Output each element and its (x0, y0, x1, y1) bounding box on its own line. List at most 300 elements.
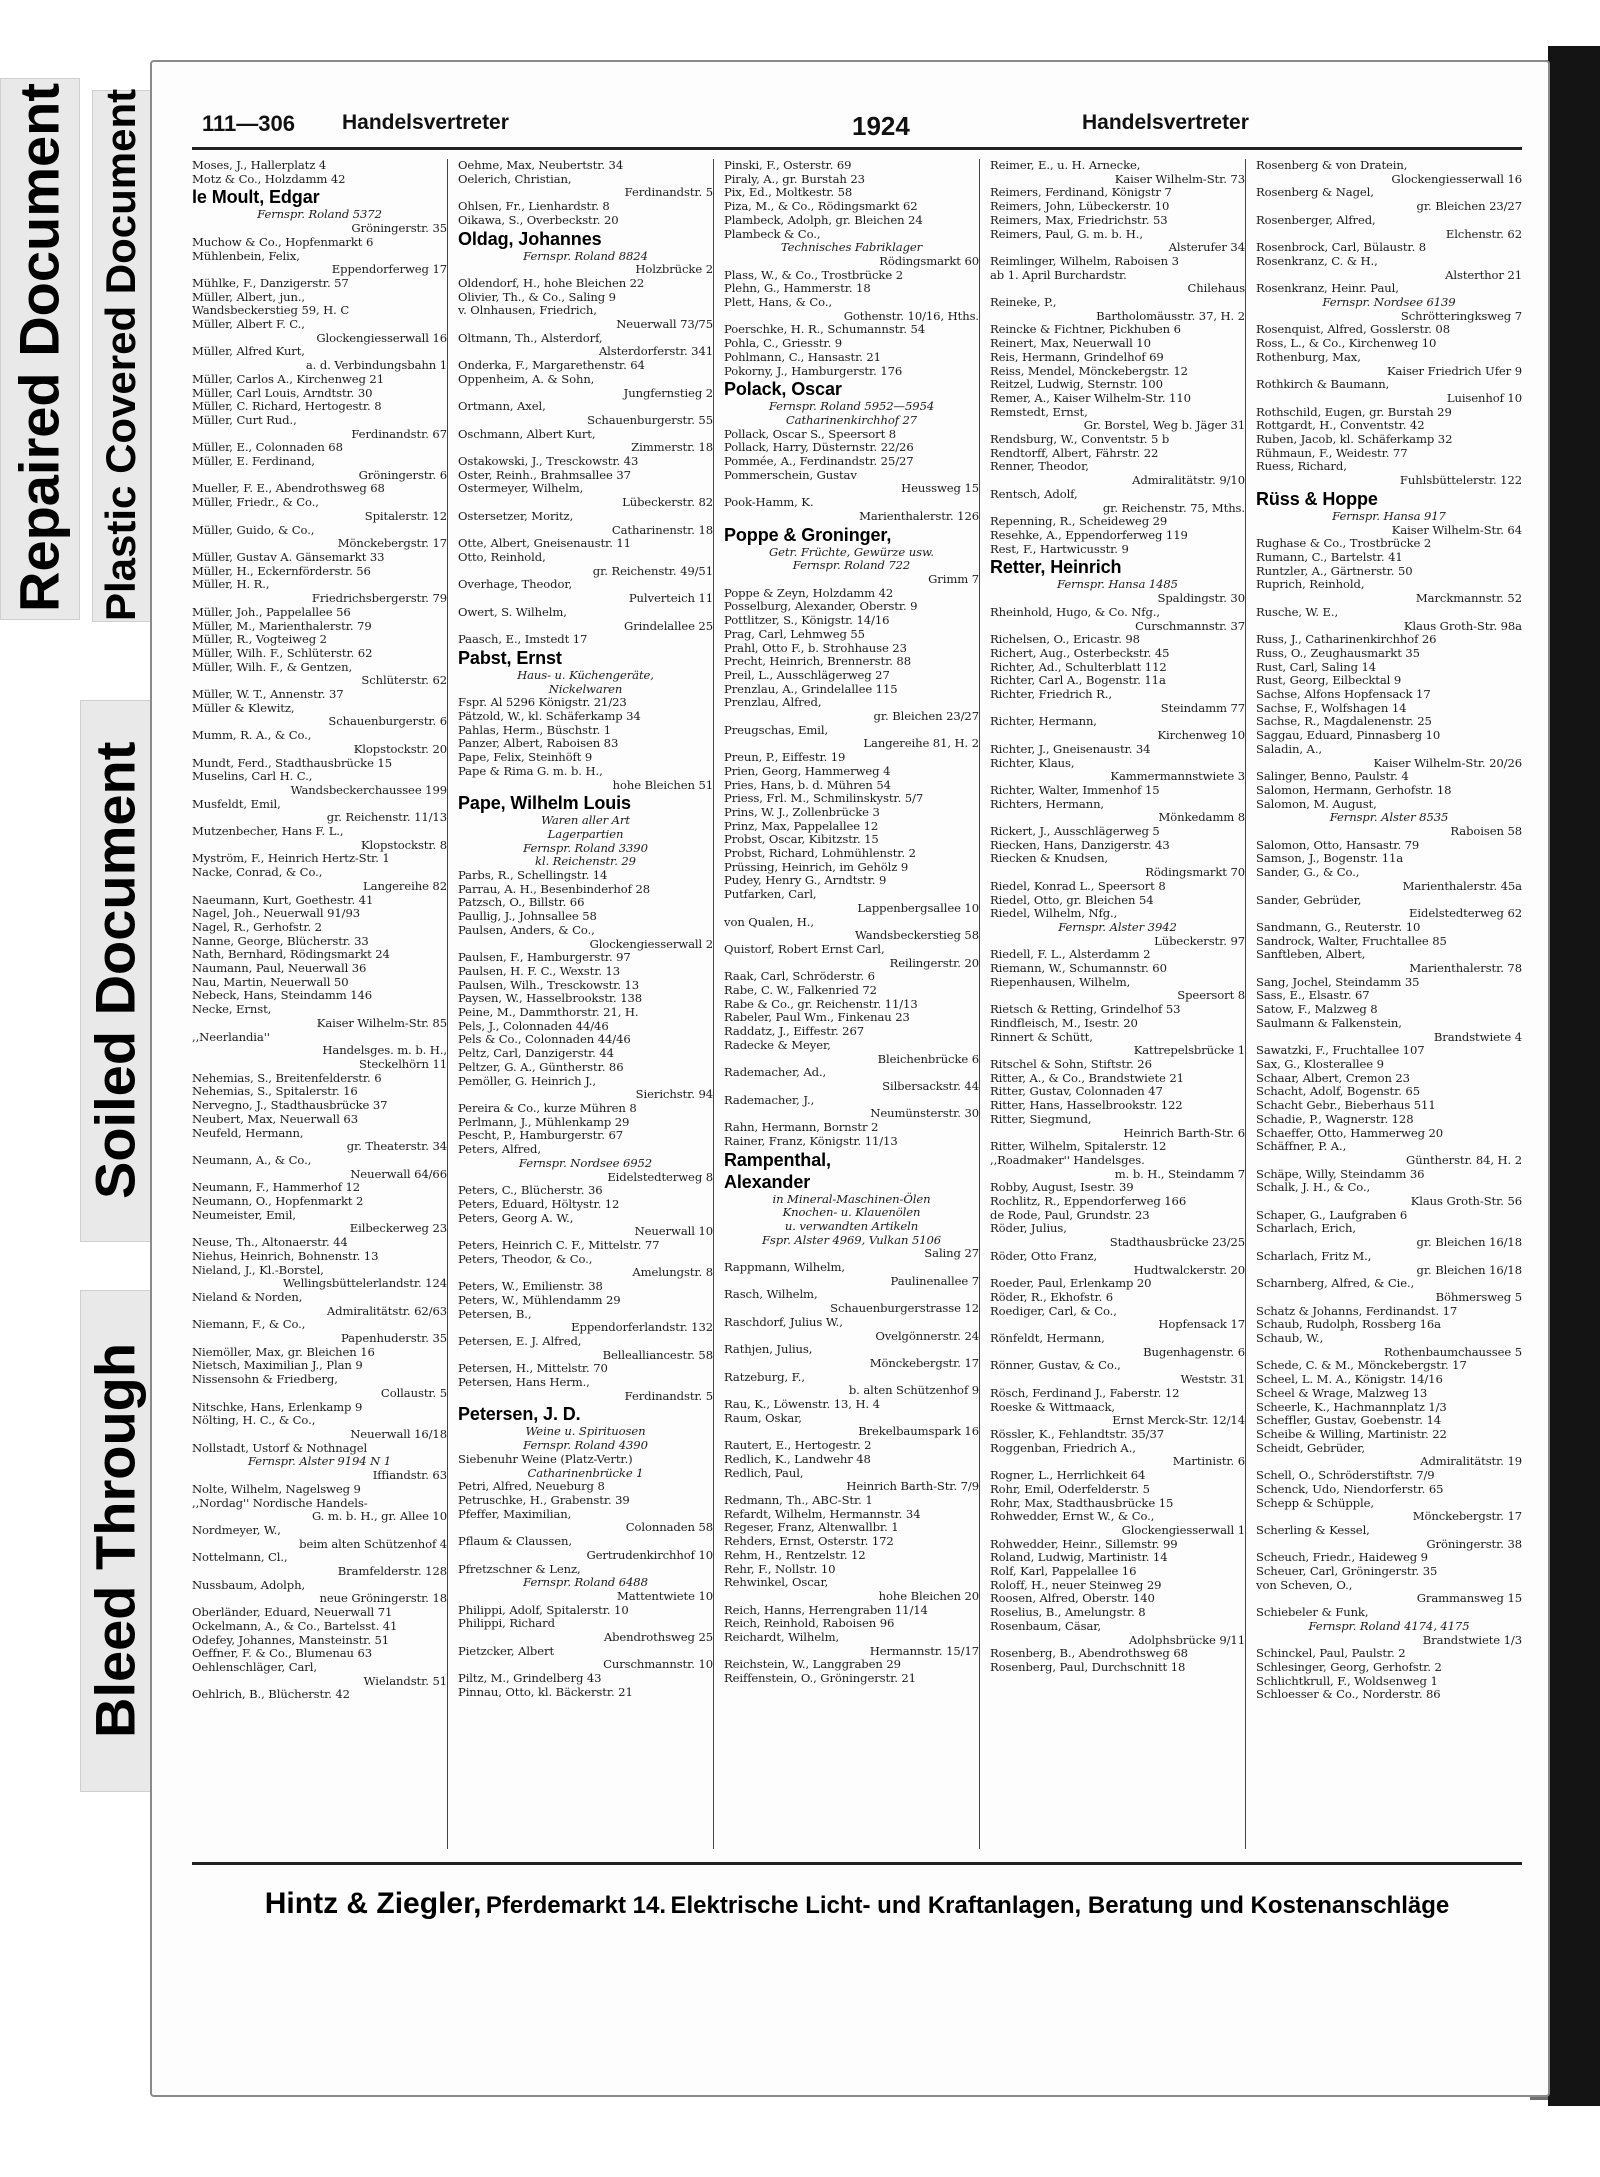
directory-entry-address: Ferdinandstr. 5 (624, 1388, 713, 1403)
directory-entry-note: Fernspr. Roland 5952—5954 (768, 399, 935, 414)
label-bleed-through: Bleed Through (83, 1342, 147, 1738)
directory-entry: Pudey, Henry G., Arndtstr. 9 (724, 873, 887, 888)
advert-rule (192, 1862, 1522, 1865)
directory-entry: Scheel, L. M. A., Königstr. 14/16 (1256, 1372, 1443, 1387)
directory-entry: Rest, F., Hartwicusstr. 9 (990, 541, 1129, 556)
section-title-right: Handelsvertreter (1082, 111, 1249, 134)
directory-entry: Rothenburg, Max, (1256, 349, 1361, 364)
directory-entry: Reich, Reinhold, Raboisen 96 (724, 1616, 895, 1631)
directory-entry-address: Lübeckerstr. 82 (622, 495, 713, 510)
directory-entry-address: Elchenstr. 62 (1445, 226, 1522, 241)
directory-entry: Ortmann, Axel, (458, 399, 546, 414)
directory-entry: Salomon, Otto, Hansastr. 79 (1256, 837, 1420, 852)
directory-entry-address: Amelungstr. 8 (632, 1265, 713, 1280)
directory-entry: Reich, Hanns, Herrengraben 11/14 (724, 1602, 928, 1617)
directory-entry-address: Saling 27 (924, 1246, 979, 1261)
directory-entry-address: Steckelhörn 11 (358, 1057, 447, 1071)
directory-entry: Richter, Ad., Schulterblatt 112 (990, 659, 1167, 674)
directory-entry: Rheinhold, Hugo, & Co. Nfg., (990, 604, 1160, 619)
directory-entry: Pohlmann, C., Hansastr. 21 (724, 349, 881, 364)
directory-entry: Rickert, J., Ausschlägerweg 5 (990, 824, 1160, 839)
directory-entry-note: Fernspr. Roland 3390 (523, 840, 648, 855)
directory-entry: Pinski, F., Osterstr. 69 (724, 159, 852, 172)
directory-entry: Fspr. Al 5296 Königstr. 21/23 (458, 695, 627, 710)
advert-company: Hintz & Ziegler, (264, 1887, 482, 1920)
directory-entry-address: gr. Reichenstr. 49/51 (592, 563, 713, 578)
directory-entry: Nau, Martin, Neuerwall 50 (192, 974, 349, 989)
directory-entry: Rust, Georg, Eilbecktal 9 (1256, 673, 1402, 688)
directory-entry: Pemöller, G. Heinrich J., (458, 1073, 596, 1088)
directory-entry-address: Böhmersweg 5 (1435, 1289, 1522, 1304)
directory-entry-address: Stadthausbrücke 23/25 (1109, 1235, 1245, 1250)
directory-entry: Rademacher, J., (724, 1092, 815, 1107)
directory-entry: Petersen, B., (458, 1306, 532, 1321)
directory-entry: Pollack, Oscar S., Speersort 8 (724, 426, 897, 441)
directory-entry: von Qualen, H., (724, 914, 814, 929)
label-soiled-document: Soiled Document (83, 741, 147, 1199)
directory-entry: Nieland, J., Kl.-Borstel, (192, 1262, 324, 1277)
directory-entry-note: Haus- u. Küchengeräte, (517, 667, 654, 682)
directory-entry: Sandmann, G., Reuterstr. 10 (1256, 919, 1421, 934)
directory-entry: Müller, Carlos A., Kirchenweg 21 (192, 371, 384, 386)
directory-entry: Schacht Gebr., Bieberhaus 511 (1256, 1098, 1436, 1113)
directory-entry: Müller, Guido, & Co., (192, 522, 315, 537)
directory-entry-address: Iffiandstr. 63 (372, 1468, 447, 1483)
directory-entry-address: Gertrudenkirchhof 10 (586, 1547, 713, 1562)
directory-entry: Riemann, W., Schumannstr. 60 (990, 961, 1167, 976)
directory-entry-address: Langereihe 81, H. 2 (863, 736, 979, 751)
directory-entry: Poerschke, H. R., Schumannstr. 54 (724, 322, 926, 337)
directory-entry-address: Admiralitätstr. 9/10 (1132, 473, 1245, 488)
directory-entry: Ruben, Jacob, kl. Schäferkamp 32 (1256, 432, 1453, 447)
directory-entry-heading: Poppe & Groninger, (724, 524, 892, 545)
directory-entry: Müller, Carl Louis, Arndtstr. 30 (192, 385, 373, 400)
directory-entry: Sawatzki, F., Fruchtallee 107 (1256, 1043, 1425, 1058)
directory-entry-address: Schauenburgerstr. 6 (328, 714, 447, 729)
directory-entry-heading: Rüss & Hoppe (1256, 488, 1378, 509)
directory-entry: Ritter, Siegmund, (990, 1111, 1092, 1126)
directory-entry: Pfeffer, Maximilian, (458, 1506, 572, 1521)
directory-entry-address: Eidelstedterweg 62 (1409, 906, 1522, 921)
directory-entry: Reimers, John, Lübeckerstr. 10 (990, 199, 1170, 214)
directory-entry-address: a. d. Verbindungsbahn 1 (305, 358, 447, 373)
directory-entry: Müller, Alfred Kurt, (192, 344, 305, 359)
label-repaired-document: Repaired Document (7, 83, 71, 613)
directory-entry-address: Klaus Groth-Str. 98a (1403, 618, 1522, 633)
directory-entry: Röder, R., Ekhofstr. 6 (990, 1289, 1114, 1304)
directory-entry: Oster, Reinh., Brahmsallee 37 (458, 467, 631, 482)
directory-entry: Pinnau, Otto, kl. Bäckerstr. 21 (458, 1684, 633, 1699)
directory-entry: Radecke & Meyer, (724, 1037, 831, 1052)
directory-entry: ,,Roadmaker'' Handelsges. (990, 1152, 1145, 1167)
directory-entry: Oltmann, Th., Alsterdorf, (458, 330, 603, 345)
directory-entry: Pescht, P., Hamburgerstr. 67 (458, 1128, 624, 1143)
directory-entry-note: Fernspr. Roland 722 (792, 558, 911, 573)
directory-entry-address: Brandstwiete 1/3 (1422, 1632, 1522, 1647)
directory-entry: Rappmann, Wilhelm, (724, 1260, 846, 1275)
directory-entry: Nervegno, J., Stadthausbrücke 37 (192, 1098, 388, 1113)
directory-entry-address: Eidelstedterweg 8 (607, 1169, 713, 1184)
directory-entry: Rehm, H., Rentzelstr. 12 (724, 1547, 866, 1562)
directory-entry-address: Gröningerstr. 35 (351, 221, 447, 236)
directory-entry: Overhage, Theodor, (458, 577, 573, 592)
directory-entry: Rottgardt, H., Conventstr. 42 (1256, 418, 1425, 433)
directory-entry: Sass, E., Elsastr. 67 (1256, 988, 1370, 1003)
directory-entry: Patzsch, O., Billstr. 66 (458, 895, 585, 910)
directory-entry-address: Kammermannstwiete 3 (1110, 769, 1245, 784)
directory-entry: Mueller, F. E., Abendrothsweg 68 (192, 481, 385, 496)
directory-entry-address: Wandsbeckerstieg 58 (854, 928, 979, 943)
directory-entry: Redmann, Th., ABC-Str. 1 (724, 1492, 873, 1507)
directory-entry: Nieland & Norden, (192, 1289, 303, 1304)
directory-entry-note: Lagerpartien (547, 826, 624, 841)
directory-entry: Musfeldt, Emil, (192, 796, 281, 811)
directory-entry-address: Pulverteich 11 (628, 591, 713, 606)
directory-entry-heading: Petersen, J. D. (458, 1404, 581, 1425)
directory-entry: Rössler, K., Fehlandtstr. 35/37 (990, 1426, 1164, 1441)
directory-entry-address: Klaus Groth-Str. 56 (1410, 1194, 1522, 1209)
directory-entry: Piza, M., & Co., Rödingsmarkt 62 (724, 199, 918, 214)
directory-entry-address: gr. Bleichen 23/27 (873, 709, 979, 724)
directory-entry: Pfretzschner & Lenz, (458, 1561, 581, 1576)
directory-entry-address: beim alten Schützenhof 4 (299, 1536, 447, 1551)
directory-entry: Scheuer, Carl, Gröningerstr. 35 (1256, 1564, 1438, 1579)
directory-entry: Nacke, Conrad, & Co., (192, 865, 323, 880)
directory-entry-address: Marienthalerstr. 78 (1409, 961, 1522, 976)
directory-entry: Salomon, M. August, (1256, 796, 1377, 811)
directory-entry: Schinckel, Paul, Paulstr. 2 (1256, 1646, 1406, 1661)
directory-entry: Peltzer, G. A., Güntherstr. 86 (458, 1059, 624, 1074)
directory-entry: Neufeld, Hermann, (192, 1125, 304, 1140)
directory-entry-note: Fernspr. Nordsee 6139 (1322, 295, 1456, 310)
directory-entry: Roselius, B., Amelungstr. 8 (990, 1605, 1146, 1620)
directory-entry: Reichstein, W., Langgraben 29 (724, 1657, 901, 1672)
directory-entry: Moses, J., Hallerplatz 4 (192, 159, 327, 172)
directory-entry-address: Gothenstr. 10/16, Hths. (843, 308, 979, 323)
directory-entry: Redlich, Paul, (724, 1465, 804, 1480)
directory-entry: Schell, O., Schröderstiftstr. 7/9 (1256, 1468, 1435, 1483)
directory-entry: Ohlsen, Fr., Lienhardstr. 8 (458, 199, 610, 214)
advert-address: Pferdemarkt 14. (485, 1892, 666, 1919)
directory-entry: Refardt, Wilhelm, Hermannstr. 34 (724, 1506, 921, 1521)
directory-entry: Reimers, Ferdinand, Königstr 7 (990, 185, 1172, 200)
directory-entry: Pook-Hamm, K. (724, 495, 814, 510)
directory-entry: Mumm, R. A., & Co., (192, 728, 312, 743)
directory-entry-address: Marienthalerstr. 45a (1402, 878, 1522, 893)
directory-entry-address: Jungfernstieg 2 (623, 385, 713, 400)
directory-entry: Piraly, A., gr. Burstah 23 (724, 171, 865, 186)
directory-entry-address: Kaiser Wilhelm-Str. 64 (1391, 522, 1522, 537)
directory-entry: Russ, J., Catharinenkirchhof 26 (1256, 632, 1437, 647)
directory-entry: Müller, E., Colonnaden 68 (192, 440, 343, 455)
directory-entry: Remstedt, Ernst, (990, 404, 1088, 419)
directory-entry: Ostakowski, J., Tresckowstr. 43 (458, 454, 639, 469)
directory-entry: Prenzlau, A., Grindelallee 115 (724, 681, 898, 696)
directory-entry-address: Wellingsbüttelerlandstr. 124 (282, 1276, 447, 1291)
directory-entry-address: Neumünsterstr. 30 (870, 1106, 979, 1121)
directory-entry-address: Glockengiesserwall 16 (1391, 171, 1522, 186)
scanned-page (150, 60, 1550, 2097)
directory-entry: Rosenquist, Alfred, Gosslerstr. 08 (1256, 322, 1450, 337)
directory-entry: Rosenkranz, C. & H., (1256, 253, 1378, 268)
directory-entry-address: hohe Bleichen 20 (878, 1588, 979, 1603)
directory-entry: Saulmann & Falkenstein, (1256, 1015, 1402, 1030)
directory-entry: Müller & Klewitz, (192, 700, 295, 715)
directory-entry: Neumann, F., Hammerhof 12 (192, 1180, 361, 1195)
directory-entry: Richert, Aug., Osterbeckstr. 45 (990, 645, 1170, 660)
directory-entry-address: Glockengiesserwall 16 (316, 330, 447, 345)
directory-entry: Rosenberg & Nagel, (1256, 185, 1374, 200)
directory-entry: Schaeffer, Otto, Hammerweg 20 (1256, 1125, 1444, 1140)
directory-entry-address: Eilbeckerweg 23 (349, 1221, 447, 1236)
directory-entry: Oelerich, Christian, (458, 171, 572, 186)
directory-entry-address: m. b. H., Steindamm 7 (1114, 1166, 1245, 1181)
directory-entry-address: Marckmannstr. 52 (1415, 591, 1522, 606)
directory-entry: Petruschke, H., Grabenstr. 39 (458, 1492, 630, 1507)
directory-entry: Oehlenschläger, Carl, (192, 1659, 317, 1674)
directory-entry: Raschdorf, Julius W., (724, 1314, 843, 1329)
directory-entry-note: in Mineral-Maschinen-Ölen (772, 1191, 931, 1206)
directory-entry: Regeser, Franz, Altenwallbr. 1 (724, 1520, 899, 1535)
directory-entry: Müller, H. R., (192, 577, 270, 592)
directory-entry-address: Heinrich Barth-Str. 7/9 (846, 1479, 979, 1494)
directory-entry: Richter, Friedrich R., (990, 687, 1112, 702)
directory-entry: Ruprich, Reinhold, (1256, 577, 1365, 592)
directory-entry: Peters, Theodor, & Co., (458, 1251, 593, 1266)
directory-entry-note: Waren aller Art (541, 813, 630, 828)
directory-entry: Probst, Richard, Lohmühlenstr. 2 (724, 846, 916, 861)
directory-entry: Prins, W. J., Zollenbrücke 3 (724, 804, 880, 819)
directory-entry: Schede, C. & M., Mönckebergstr. 17 (1256, 1358, 1467, 1373)
directory-entry-address: Mattentwiete 10 (616, 1588, 713, 1603)
directory-entry-address: Collaustr. 5 (380, 1385, 447, 1400)
advertisement-banner (192, 1887, 1522, 1921)
directory-entry: Paulsen, H. F. C., Wexstr. 13 (458, 963, 621, 978)
directory-entry: Nanne, George, Blücherstr. 33 (192, 933, 369, 948)
directory-entry: Riepenhausen, Wilhelm, (990, 974, 1131, 989)
directory-entry: Ritter, A., & Co., Brandstwiete 21 (990, 1070, 1184, 1085)
directory-entry: Rughase & Co., Trostbrücke 2 (1256, 536, 1432, 551)
directory-entry: Niehus, Heinrich, Bohnenstr. 13 (192, 1248, 379, 1263)
directory-entry-address: Schlüterstr. 62 (361, 673, 447, 688)
directory-entry: Reincke & Fichtner, Pickhuben 6 (990, 322, 1181, 337)
directory-entry: Nietsch, Maximilian J., Plan 9 (192, 1358, 363, 1373)
directory-entry-address: Bramfelderstr. 128 (337, 1564, 447, 1579)
directory-entry: Rohwedder, Heinr., Sillemstr. 99 (990, 1536, 1178, 1551)
directory-entry-address: Spaldingstr. 30 (1157, 591, 1245, 606)
directory-entry: Müller, Wilh. F., Schlüterstr. 62 (192, 645, 373, 660)
directory-entry-note: Fernspr. Roland 4174, 4175 (1308, 1618, 1470, 1633)
directory-entry-heading: Rampenthal, (724, 1149, 831, 1170)
directory-entry-heading: Oldag, Johannes (458, 228, 602, 249)
directory-entry: ,,Nordag'' Nordische Handels- (192, 1495, 368, 1510)
directory-entry-address: Adolphsbrücke 9/11 (1128, 1632, 1245, 1647)
scan-dark-edge (1548, 46, 1600, 2106)
directory-entry: Sang, Jochel, Steindamm 35 (1256, 974, 1420, 989)
directory-entry-address: Gröningerstr. 38 (1426, 1536, 1522, 1551)
directory-entry-address: Lübeckerstr. 97 (1154, 933, 1245, 948)
directory-entry: Oehme, Max, Neubertstr. 34 (458, 159, 624, 172)
directory-entry: Parbs, R., Schellingstr. 14 (458, 868, 608, 883)
directory-entry-heading: Pape, Wilhelm Louis (458, 793, 631, 814)
directory-entry-heading: Polack, Oscar (724, 379, 842, 400)
directory-entry: Ritschel & Sohn, Stiftstr. 26 (990, 1057, 1152, 1071)
directory-entry: ,,Neerlandia'' (192, 1029, 270, 1044)
directory-entry: Rothschild, Eugen, gr. Burstah 29 (1256, 404, 1452, 419)
directory-entry: Pätzold, W., kl. Schäferkamp 34 (458, 709, 641, 724)
directory-entry-address: Hopfensack 17 (1158, 1317, 1245, 1332)
directory-entry: Rasch, Wilhelm, (724, 1287, 818, 1302)
directory-entry: Peine, M., Dammthorstr. 21, H. (458, 1005, 639, 1020)
directory-entry: Scharlach, Fritz M., (1256, 1248, 1372, 1263)
directory-entry: Redlich, K., Landwehr 48 (724, 1451, 871, 1466)
directory-entry: Sachse, F., Wolfshagen 14 (1256, 700, 1407, 715)
directory-entry-note: u. verwandten Artikeln (784, 1218, 919, 1233)
directory-entry: Rainer, Franz, Königstr. 11/13 (724, 1133, 898, 1148)
directory-entry: Roediger, Carl, & Co., (990, 1303, 1117, 1318)
directory-entry-address: Langereihe 82 (363, 878, 447, 893)
directory-entry-address: Kaiser Wilhelm-Str. 20/26 (1373, 755, 1522, 770)
directory-entry-address: Curschmannstr. 10 (603, 1657, 713, 1672)
directory-entry: Wandsbeckerstieg 59, H. C (192, 303, 350, 318)
directory-entry: Prüssing, Heinrich, im Gehölz 9 (724, 859, 909, 874)
directory-entry: Paasch, E., Imstedt 17 (458, 632, 588, 647)
directory-entry: Rosenberg & von Dratein, (1256, 159, 1408, 172)
directory-entry: Paysen, W., Hasselbrookstr. 138 (458, 991, 643, 1006)
directory-entry: Richters, Hermann, (990, 796, 1105, 811)
directory-entry-address: Eppendorferweg 17 (331, 262, 447, 277)
directory-entry-address: Glockengiesserwall 2 (589, 936, 713, 951)
directory-entry: Pels & Co., Colonnaden 44/46 (458, 1032, 631, 1047)
directory-entry: Nordmeyer, W., (192, 1522, 281, 1537)
directory-entry: Rogner, L., Herrlichkeit 64 (990, 1468, 1146, 1483)
directory-entry: Schlesinger, Georg, Gerhofstr. 2 (1256, 1659, 1442, 1674)
directory-entry: Preun, P., Eiffestr. 19 (724, 750, 846, 765)
directory-entry: Schaub, W., (1256, 1331, 1324, 1346)
directory-entry: Raak, Carl, Schröderstr. 6 (724, 969, 875, 984)
directory-entry: Schatz & Johanns, Ferdinandst. 17 (1256, 1303, 1458, 1318)
directory-entry: Motz & Co., Holzdamm 42 (192, 171, 346, 186)
directory-entry: Roeder, Paul, Erlenkamp 20 (990, 1276, 1152, 1291)
directory-entry: Nagel, R., Gerhofstr. 2 (192, 919, 322, 934)
directory-entry: Prinz, Max, Pappelallee 12 (724, 818, 879, 833)
directory-entry: Remer, A., Kaiser Wilhelm-Str. 110 (990, 390, 1191, 405)
directory-entry: Müller, H., Eckernförderstr. 56 (192, 563, 371, 578)
directory-entry: Perlmann, J., Mühlenkamp 29 (458, 1114, 630, 1129)
directory-entry-address: Marienthalerstr. 126 (859, 508, 979, 523)
directory-entry: Philippi, Richard (458, 1616, 555, 1631)
directory-entry: Ockelmann, A., & Co., Bartelsst. 41 (192, 1618, 398, 1633)
directory-entry: Repenning, R., Scheideweg 29 (990, 514, 1168, 529)
directory-entry-address: Mönckebergstr. 17 (337, 536, 447, 551)
directory-entry: Richter, Klaus, (990, 755, 1075, 770)
directory-entry: Rahn, Hermann, Bornstr 2 (724, 1120, 879, 1135)
directory-entry: Rosenberg, B., Abendrothsweg 68 (990, 1646, 1188, 1661)
directory-entry: Müller, Albert F. C., (192, 317, 305, 332)
directory-entry-address: Sierichstr. 94 (635, 1087, 713, 1102)
directory-entry-note: Fernspr. Roland 8824 (523, 248, 648, 263)
section-title-left: Handelsvertreter (342, 111, 509, 134)
directory-entry: Rothkirch & Baumann, (1256, 377, 1390, 392)
directory-entry: Roloff, H., neuer Steinweg 29 (990, 1577, 1162, 1592)
directory-entry: Robby, August, Isestr. 39 (990, 1180, 1134, 1195)
directory-entry: Scharnberg, Alfred, & Cie., (1256, 1276, 1415, 1291)
directory-entry: Rösch, Ferdinand J., Faberstr. 12 (990, 1385, 1180, 1400)
directory-entry: Schäffner, P. A., (1256, 1139, 1347, 1154)
directory-entry: Naeumann, Kurt, Goethestr. 41 (192, 892, 374, 907)
directory-entry: Panzer, Albert, Raboisen 83 (458, 736, 619, 751)
directory-entry-address: Mönckebergstr. 17 (1412, 1509, 1522, 1524)
directory-entry: Nagel, Joh., Neuerwall 91/93 (192, 906, 360, 921)
directory-column-1 (192, 159, 448, 1849)
directory-entry: Oppenheim, A. & Sohn, (458, 371, 595, 386)
directory-entry: Scheibe & Willing, Martinistr. 22 (1256, 1426, 1447, 1441)
directory-entry-address: Eppendorferlandstr. 132 (571, 1320, 713, 1335)
directory-entry: Nissensohn & Friedberg, (192, 1372, 338, 1387)
directory-entry: Mutzenbecher, Hans F. L., (192, 824, 344, 839)
directory-entry: Rehwinkel, Oscar, (724, 1575, 829, 1590)
directory-entry-address: Rödingsmarkt 60 (879, 253, 979, 268)
directory-entry: Röder, Otto Franz, (990, 1248, 1098, 1263)
directory-entry-address: Silbersackstr. 44 (882, 1079, 979, 1093)
directory-entry: Salinger, Benno, Paulstr. 4 (1256, 769, 1409, 784)
directory-entry-address: Güntherstr. 84, H. 2 (1406, 1152, 1522, 1167)
directory-entry-address: Chilehaus (1187, 281, 1245, 296)
directory-entry-address: gr. Bleichen 16/18 (1416, 1262, 1522, 1277)
directory-entry-address: Speersort 8 (1177, 988, 1245, 1003)
directory-entry-address: Grindelallee 25 (624, 618, 713, 633)
directory-entry: Müller, Curt Rud., (192, 412, 297, 427)
directory-entry: Paulsen, Wilh., Tresckowstr. 13 (458, 977, 640, 992)
directory-entry: Rehders, Ernst, Osterstr. 172 (724, 1534, 894, 1549)
directory-entry: Paulsen, Anders, & Co., (458, 922, 595, 937)
directory-entry: v. Olnhausen, Friedrich, (458, 303, 597, 318)
directory-entry: Rosenbaum, Cäsar, (990, 1618, 1102, 1633)
directory-entry: Prag, Carl, Lehmweg 55 (724, 626, 865, 641)
directory-entry: Poppe & Zeyn, Holzdamm 42 (724, 585, 894, 600)
directory-entry-address: Brekelbaumspark 16 (858, 1424, 979, 1439)
directory-entry: Peters, Alfred, (458, 1142, 541, 1157)
directory-entry: Nollstadt, Ustorf & Nothnagel (192, 1440, 368, 1455)
directory-entry-note: Fernspr. Nordsee 6952 (518, 1155, 653, 1170)
directory-entry-address: Neuerwall 16/18 (350, 1426, 447, 1441)
directory-entry: Sanftleben, Albert, (1256, 947, 1366, 962)
directory-entry: Pels, J., Colonnaden 44/46 (458, 1018, 609, 1033)
directory-entry-address: Steindamm 77 (1160, 700, 1245, 715)
directory-entry-address: Kirchenweg 10 (1157, 728, 1245, 743)
directory-entry-address: Klopstockstr. 8 (360, 837, 447, 852)
directory-entry: Pokorny, J., Hamburgerstr. 176 (724, 363, 903, 378)
directory-entry: Peters, Georg A. W., (458, 1210, 574, 1225)
directory-entry-note: Fernspr. Hansa 917 (1332, 508, 1446, 523)
directory-entry: Precht, Heinrich, Brennerstr. 88 (724, 654, 911, 669)
directory-entry-address: Hermannstr. 15/17 (869, 1643, 979, 1658)
directory-entry: Pommerschein, Gustav (724, 467, 857, 482)
directory-entry-address: Ovelgönnerstr. 24 (875, 1328, 979, 1343)
directory-entry: Petersen, E. J. Alfred, (458, 1333, 582, 1348)
directory-entry: Niemöller, Max, gr. Bleichen 16 (192, 1344, 375, 1359)
directory-entry-address: Reilingerstr. 20 (889, 955, 979, 970)
directory-entry: Preugschas, Emil, (724, 722, 829, 737)
directory-entry: Rosenberg, Paul, Durchschnitt 18 (990, 1659, 1186, 1674)
directory-entry: Rönfeldt, Hermann, (990, 1331, 1105, 1346)
directory-entry: Scharlach, Erich, (1256, 1221, 1356, 1236)
directory-page (192, 107, 1522, 2057)
directory-entry: Sax, G., Klosterallee 9 (1256, 1057, 1384, 1071)
directory-entry-address: Schauenburgerstr. 55 (587, 412, 713, 427)
directory-entry: Reitzel, Ludwig, Sternstr. 100 (990, 377, 1163, 392)
directory-entry: Niemann, F., & Co., (192, 1317, 306, 1332)
